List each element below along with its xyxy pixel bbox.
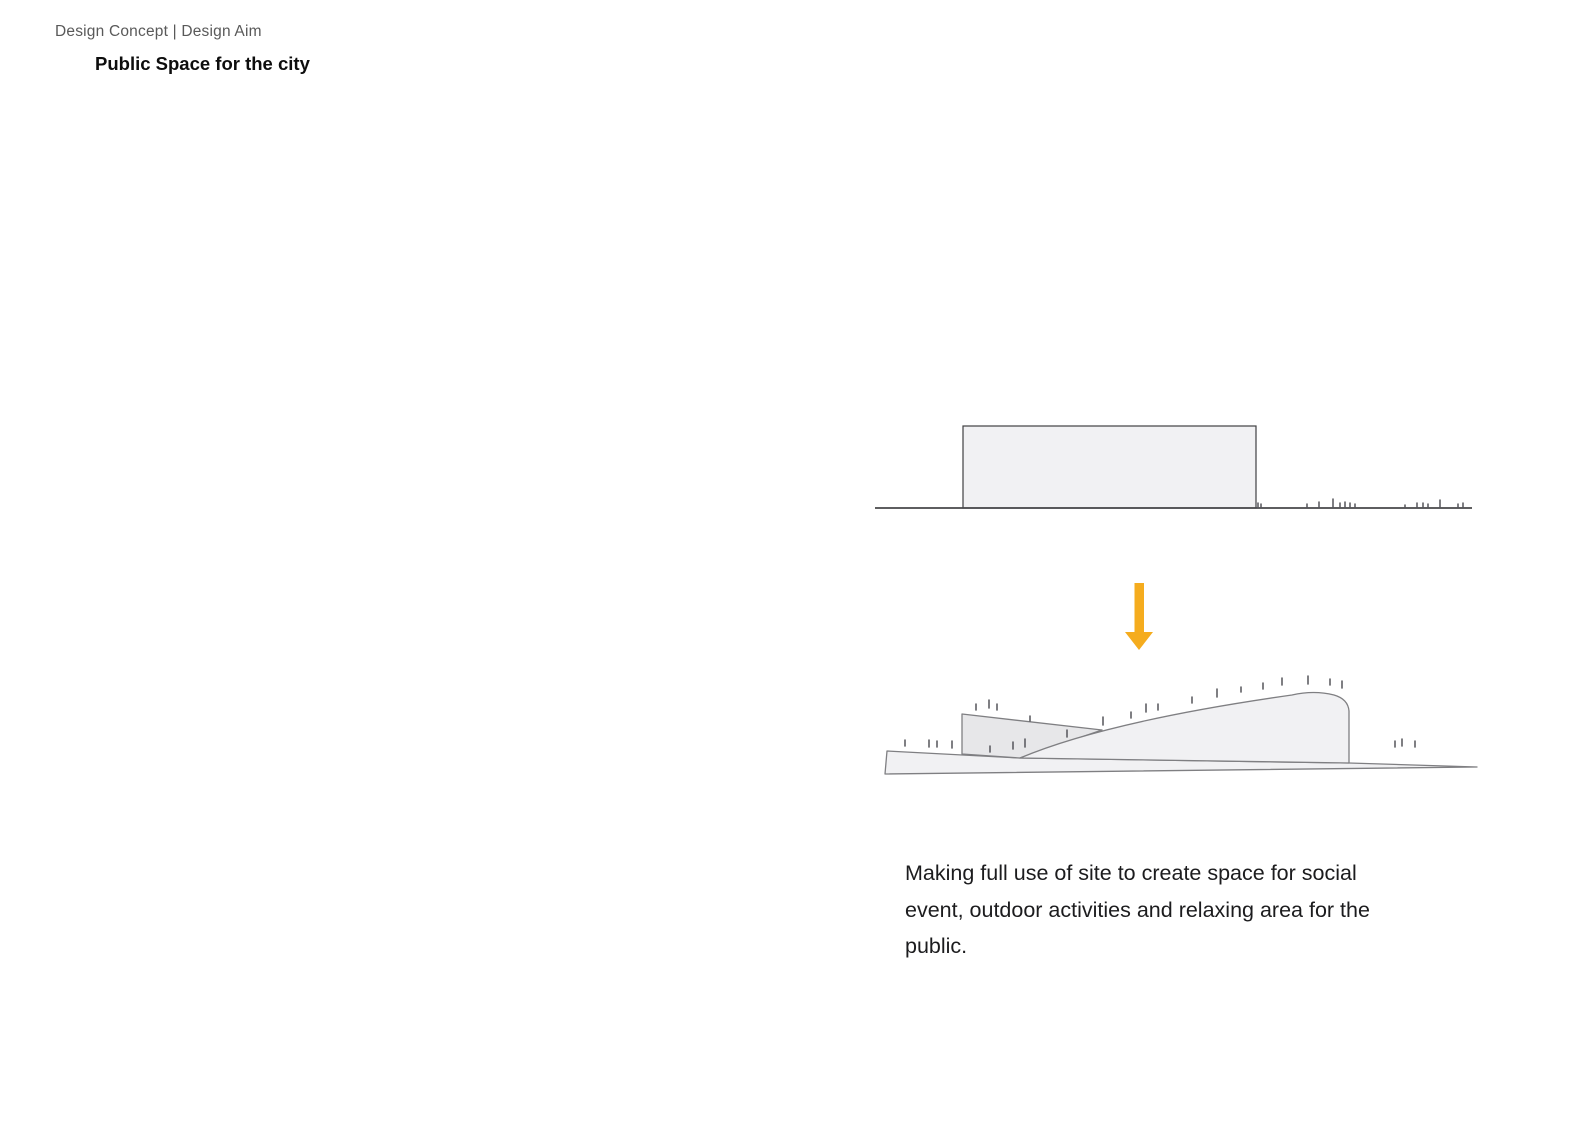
building-box xyxy=(963,426,1256,508)
caption xyxy=(905,855,1445,965)
down-arrow-shape xyxy=(1125,583,1153,650)
breadcrumb: Design Concept | Design Aim xyxy=(55,23,262,40)
caption-line: Making full use of site to create space for social xyxy=(905,861,1357,885)
page-title: Public Space for the city xyxy=(95,53,310,74)
caption-line: event, outdoor activities and relaxing area for the xyxy=(905,897,1370,922)
transformed-massing-sketch xyxy=(878,666,1478,783)
ground-figures xyxy=(1258,499,1463,508)
diagram-after xyxy=(878,666,1478,783)
existing-massing-sketch xyxy=(860,408,1480,520)
diagram-before xyxy=(860,408,1480,520)
caption-line: public. xyxy=(905,934,968,959)
down-arrow-icon xyxy=(1125,583,1153,650)
